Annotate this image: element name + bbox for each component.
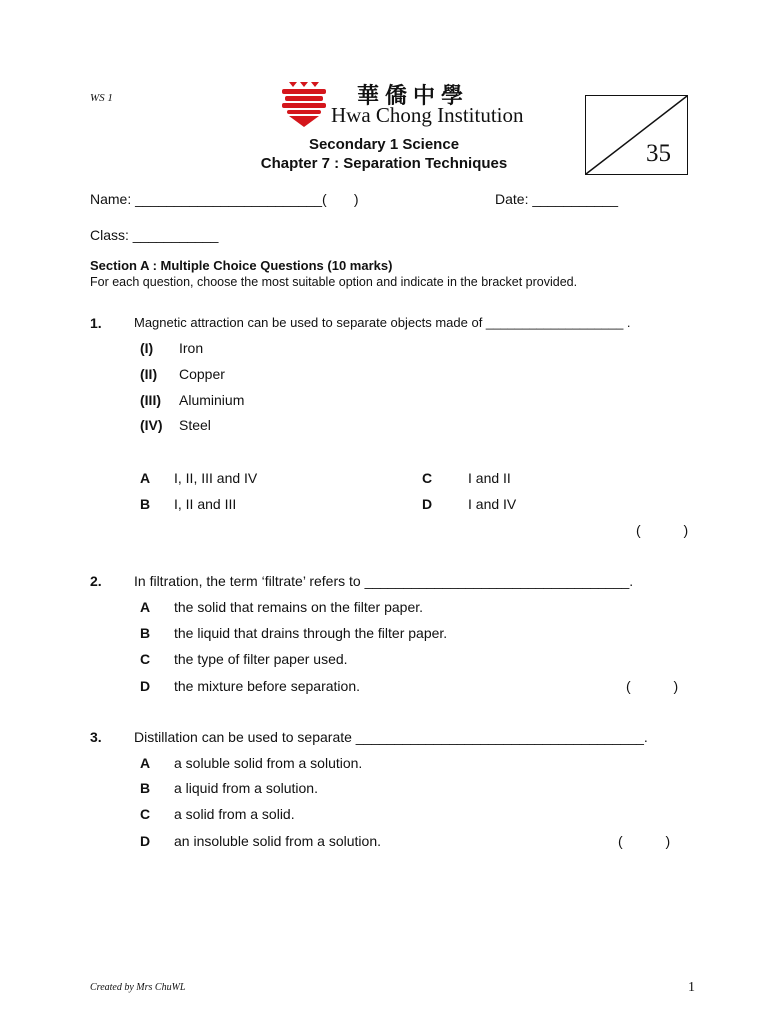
item-text: Iron — [179, 340, 204, 356]
option-label: D — [140, 833, 151, 849]
school-name: Hwa Chong Institution — [331, 103, 524, 127]
option-text: I, II, III and IV — [174, 470, 258, 486]
item-text: Copper — [179, 366, 225, 382]
option-text: I, II and III — [174, 496, 237, 512]
score-box — [585, 95, 688, 175]
option-text: an insoluble solid from a solution. — [174, 833, 382, 849]
question-stem: Magnetic attraction can be used to separate objects made of ___________________ . — [134, 315, 631, 330]
option-text: the solid that remains on the filter paper. — [174, 599, 424, 615]
option-label: D — [140, 678, 151, 694]
option-text: a liquid from a solution. — [174, 780, 318, 796]
option-label: A — [140, 599, 151, 615]
item-text: Aluminium — [179, 392, 245, 408]
school-name-chinese: 華僑中學 — [357, 83, 470, 109]
option-text: I and II — [468, 470, 511, 486]
answer-bracket[interactable]: ( ) — [626, 678, 679, 694]
worksheet-subtitle: Secondary 1 Science — [308, 136, 460, 153]
item-text: Steel — [179, 417, 211, 433]
answer-bracket[interactable]: ( ) — [618, 833, 671, 849]
option-text: I and IV — [468, 496, 517, 512]
item-label: (III) — [140, 392, 161, 408]
question-number: 1. — [90, 315, 102, 331]
option-text: a solid from a solid. — [174, 806, 295, 822]
option-label: C — [140, 651, 151, 667]
option-label: D — [422, 496, 433, 512]
item-label: (II) — [140, 366, 158, 382]
total-marks: 35 — [646, 140, 671, 167]
option-label: B — [140, 780, 151, 796]
option-label: C — [422, 470, 433, 486]
option-label: A — [140, 755, 151, 771]
item-label: (IV) — [140, 417, 163, 433]
question-stem: In filtration, the term ‘filtrate’ refers to __________________________________. — [134, 573, 634, 589]
date-field[interactable]: Date: ___________ — [495, 191, 618, 207]
section-title: Section A : Multiple Choice Questions (10 marks) — [90, 258, 393, 273]
class-field[interactable]: Class: ___________ — [90, 227, 219, 243]
item-label: (I) — [140, 340, 154, 356]
option-label: A — [140, 470, 151, 486]
footer-credit: Created by Mrs ChuWL — [90, 982, 186, 993]
page-number: 1 — [688, 980, 695, 995]
question-number: 2. — [90, 573, 102, 589]
option-text: the liquid that drains through the filter paper. — [174, 625, 448, 641]
name-field[interactable]: Name: ________________________( ) — [90, 191, 359, 207]
worksheet-title: Chapter 7 : Separation Techniques — [260, 155, 508, 172]
option-text: a soluble solid from a solution. — [174, 755, 363, 771]
option-text: the type of filter paper used. — [174, 651, 348, 667]
option-text: the mixture before separation. — [174, 678, 360, 694]
option-label: C — [140, 806, 151, 822]
question-number: 3. — [90, 729, 102, 745]
question-stem: Distillation can be used to separate _____________________________________. — [134, 729, 648, 745]
answer-bracket[interactable]: ( ) — [636, 522, 689, 538]
school-logo — [281, 80, 327, 128]
option-label: B — [140, 625, 151, 641]
section-instruction: For each question, choose the most suitable option and indicate in the bracket provided. — [90, 275, 578, 289]
option-label: B — [140, 496, 151, 512]
worksheet-label: WS 1 — [90, 92, 113, 104]
